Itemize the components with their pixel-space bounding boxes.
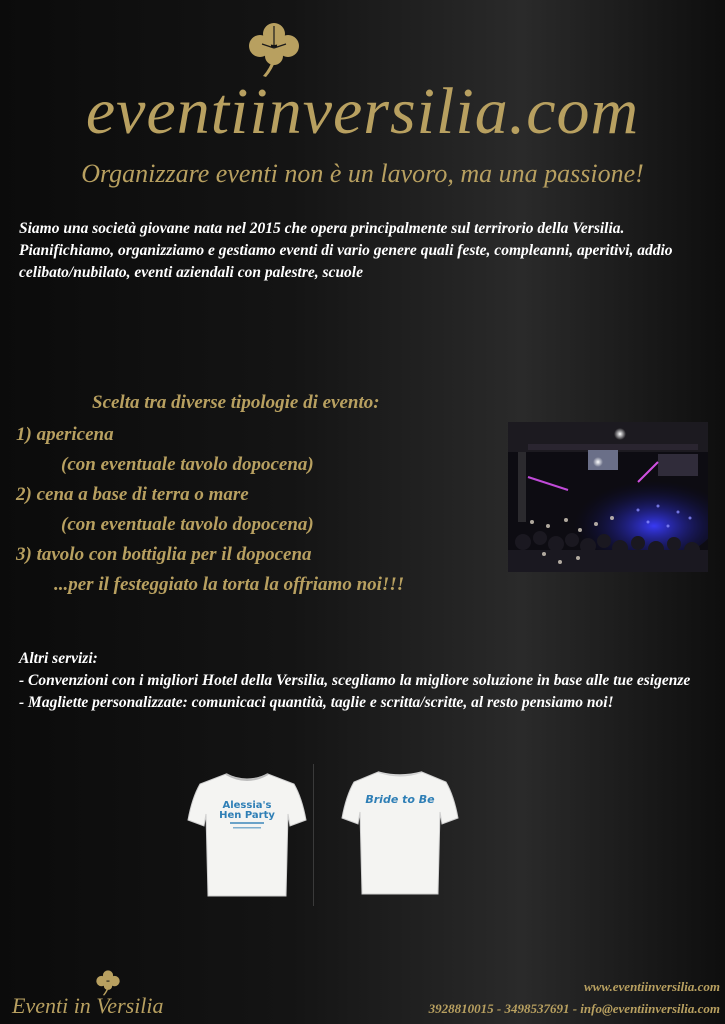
intro-line-1: Siamo una società giovane nata nel 2015 che opera principalmente sul terrirorio della Versilia.: [19, 220, 625, 237]
tshirt-bride-to-be-image: [340, 768, 460, 896]
footer-website-link[interactable]: www.eventiinversilia.com: [583, 979, 720, 994]
other-services: [19, 648, 714, 714]
shirt2-text: Bride to Be: [365, 793, 435, 806]
slogan: Organizzare eventi non è un lavoro, ma una passione!: [81, 159, 644, 188]
shirts-divider: [313, 764, 314, 906]
event-item-1-sub: (con eventuale tavolo dopocena): [61, 454, 314, 475]
tshirt-hen-party-image: [186, 770, 308, 898]
clover-logo-icon: [243, 18, 305, 78]
intro-line-2: Pianifichiamo, organizziamo e gestiamo eventi di vario genere quali feste, compleanni, aperitivi, addio celibato/nubilato, eventi aziendali con palestre, scuole: [19, 242, 673, 281]
footer-brand: Eventi in Versilia: [12, 993, 164, 1018]
shirt1-line-1: Alessia's: [222, 800, 272, 811]
shirt1-line-2: Hen Party: [219, 810, 275, 821]
site-title: eventiinversilia.com: [85, 75, 640, 148]
event-item-2: 2) cena a base di terra o mare: [16, 484, 249, 505]
event-types-title: Scelta tra diverse tipologie di evento:: [92, 392, 380, 413]
event-photo: [508, 422, 708, 572]
intro-text: [19, 218, 709, 284]
event-item-1: 1) apericena: [16, 424, 114, 445]
footer-contacts: 3928810015 - 3498537691 - info@eventiinversilia.com: [428, 1001, 720, 1016]
event-note: ...per il festeggiato la torta la offriamo noi!!!: [54, 574, 405, 595]
service-item-2: - Magliette personalizzate: comunicaci quantità, taglie e scritta/scritte, al resto pensiamo noi!: [19, 694, 614, 711]
services-title: Altri servizi:: [19, 650, 98, 667]
event-item-2-sub: (con eventuale tavolo dopocena): [61, 514, 314, 535]
service-item-1: - Convenzioni con i migliori Hotel della Versilia, scegliamo la migliore soluzione in base alle tue esigenze: [19, 672, 691, 689]
event-item-3: 3) tavolo con bottiglia per il dopocena: [16, 544, 312, 565]
event-types-list: [16, 420, 516, 600]
